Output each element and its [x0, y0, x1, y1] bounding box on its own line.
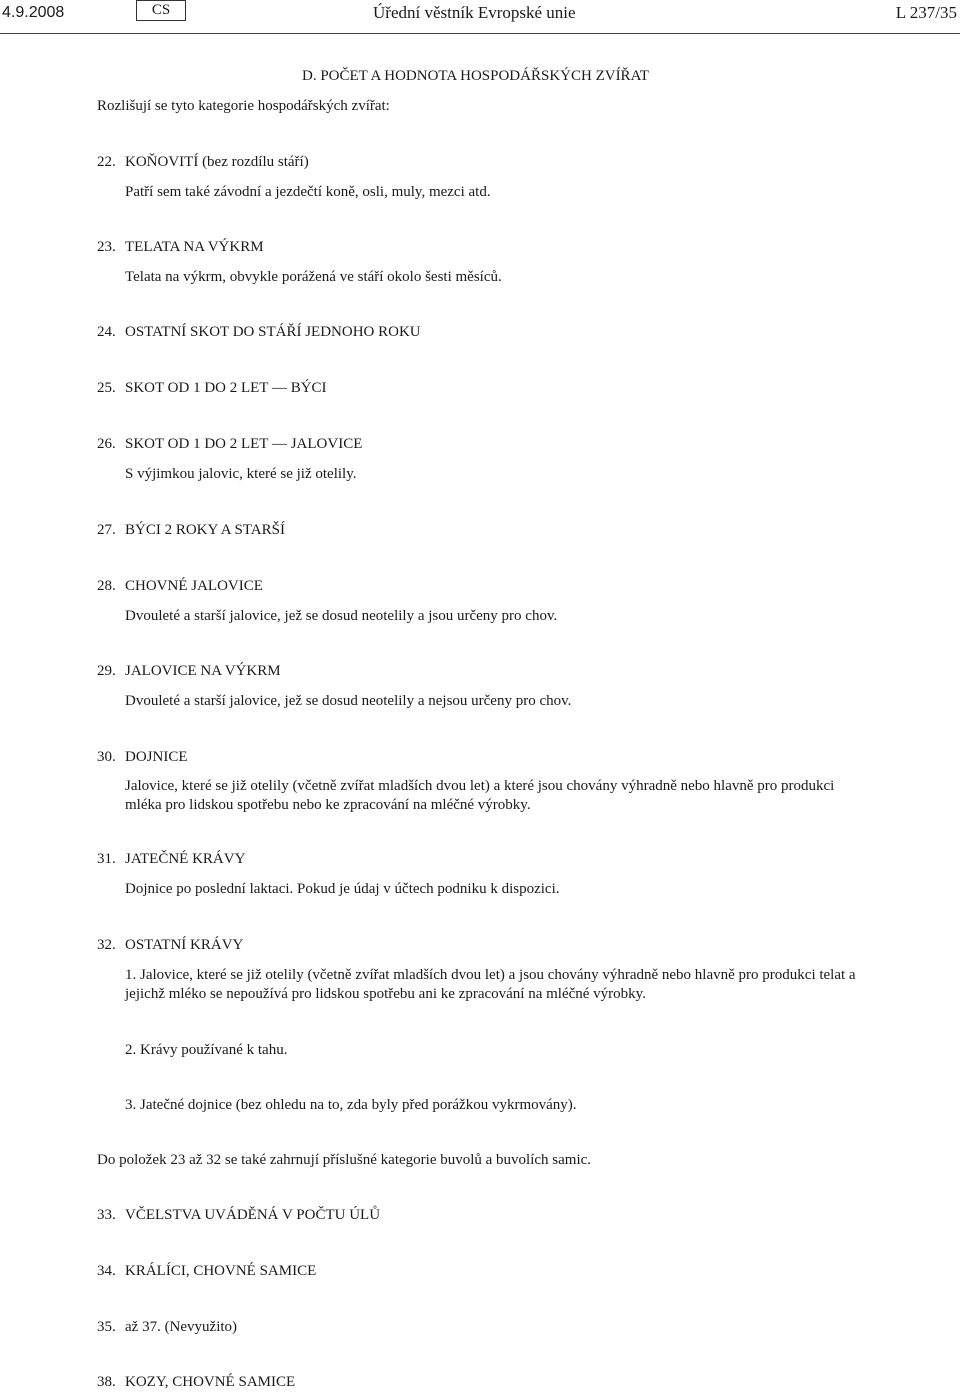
item-title-24: 24. OSTATNÍ SKOT DO STÁŘÍ JEDNOHO ROKU: [97, 324, 421, 340]
item-title-27: 27. BÝCI 2 ROKY A STARŠÍ: [97, 522, 285, 538]
item-title-23: 23. TELATA NA VÝKRM: [97, 239, 264, 255]
subitem-32-1: 1. Jalovice, které se již otelily (včetně zvířat mladších dvou let) a jsou chovány výhradně nebo hlavně pro produkci telat a jejichž mléko se nepoužívá pro lidskou spotřebu ani ke zpracování na mléčné výrobky.: [125, 967, 856, 1002]
item-title-33: 33. VČELSTVA UVÁDĚNÁ V POČTU ÚLŮ: [97, 1207, 381, 1223]
subitem-32-3: 3. Jatečné dojnice (bez ohledu na to, zda byly před porážkou vykrmovány).: [125, 1097, 577, 1113]
item-title-35: 35. až 37. (Nevyužito): [97, 1319, 238, 1335]
note-text: Do položek 23 až 32 se také zahrnují příslušné kategorie buvolů a buvolích samic.: [97, 1152, 592, 1168]
item-title-28: 28. CHOVNÉ JALOVICE: [97, 578, 263, 594]
item-title-38: 38. KOZY, CHOVNÉ SAMICE: [97, 1374, 296, 1390]
item-desc-23: Telata na výkrm, obvykle porážená ve stáří okolo šesti měsíců.: [125, 269, 502, 285]
item-title-29: 29. JALOVICE NA VÝKRM: [97, 663, 281, 679]
item-title-32: 32. OSTATNÍ KRÁVY: [97, 937, 244, 953]
intro-text: Rozlišují se tyto kategorie hospodářských zvířat:: [97, 98, 390, 114]
journal-title: Úřední věstník Evropské unie: [373, 3, 576, 22]
item-desc-22: Patří sem také závodní a jezdečtí koně, osli, muly, mezci atd.: [125, 184, 491, 200]
item-title-22: 22. KOŇOVITÍ (bez rozdílu stáří): [97, 154, 309, 170]
subitem-32-2: 2. Krávy používané k tahu.: [125, 1042, 288, 1058]
item-title-34: 34. KRÁLÍCI, CHOVNÉ SAMICE: [97, 1263, 317, 1279]
item-title-30: 30. DOJNICE: [97, 749, 188, 765]
header-date: 4.9.2008: [2, 4, 65, 21]
item-title-26: 26. SKOT OD 1 DO 2 LET — JALOVICE: [97, 436, 363, 452]
header-rule: [0, 33, 960, 34]
item-desc-31: Dojnice po poslední laktaci. Pokud je údaj v účtech podniku k dispozici.: [125, 881, 560, 897]
item-desc-26: S výjimkou jalovic, které se již otelily.: [125, 466, 357, 482]
item-title-31: 31. JATEČNÉ KRÁVY: [97, 851, 246, 867]
item-desc-28: Dvouleté a starší jalovice, jež se dosud neotelily a jsou určeny pro chov.: [125, 608, 558, 624]
item-title-25: 25. SKOT OD 1 DO 2 LET — BÝCI: [97, 380, 327, 396]
page-number: L 237/35: [895, 3, 957, 22]
language-badge: CS: [136, 0, 186, 21]
section-title: D. POČET A HODNOTA HOSPODÁŘSKÝCH ZVÍŘAT: [302, 68, 649, 84]
item-desc-30: Jalovice, které se již otelily (včetně zvířat mladších dvou let) a které jsou chovány výhradně nebo hlavně pro produkci mléka pro lidskou spotřebu nebo ke zpracování na mléčné výrobky.: [125, 778, 835, 813]
item-desc-29: Dvouleté a starší jalovice, jež se dosud neotelily a nejsou určeny pro chov.: [125, 693, 572, 709]
